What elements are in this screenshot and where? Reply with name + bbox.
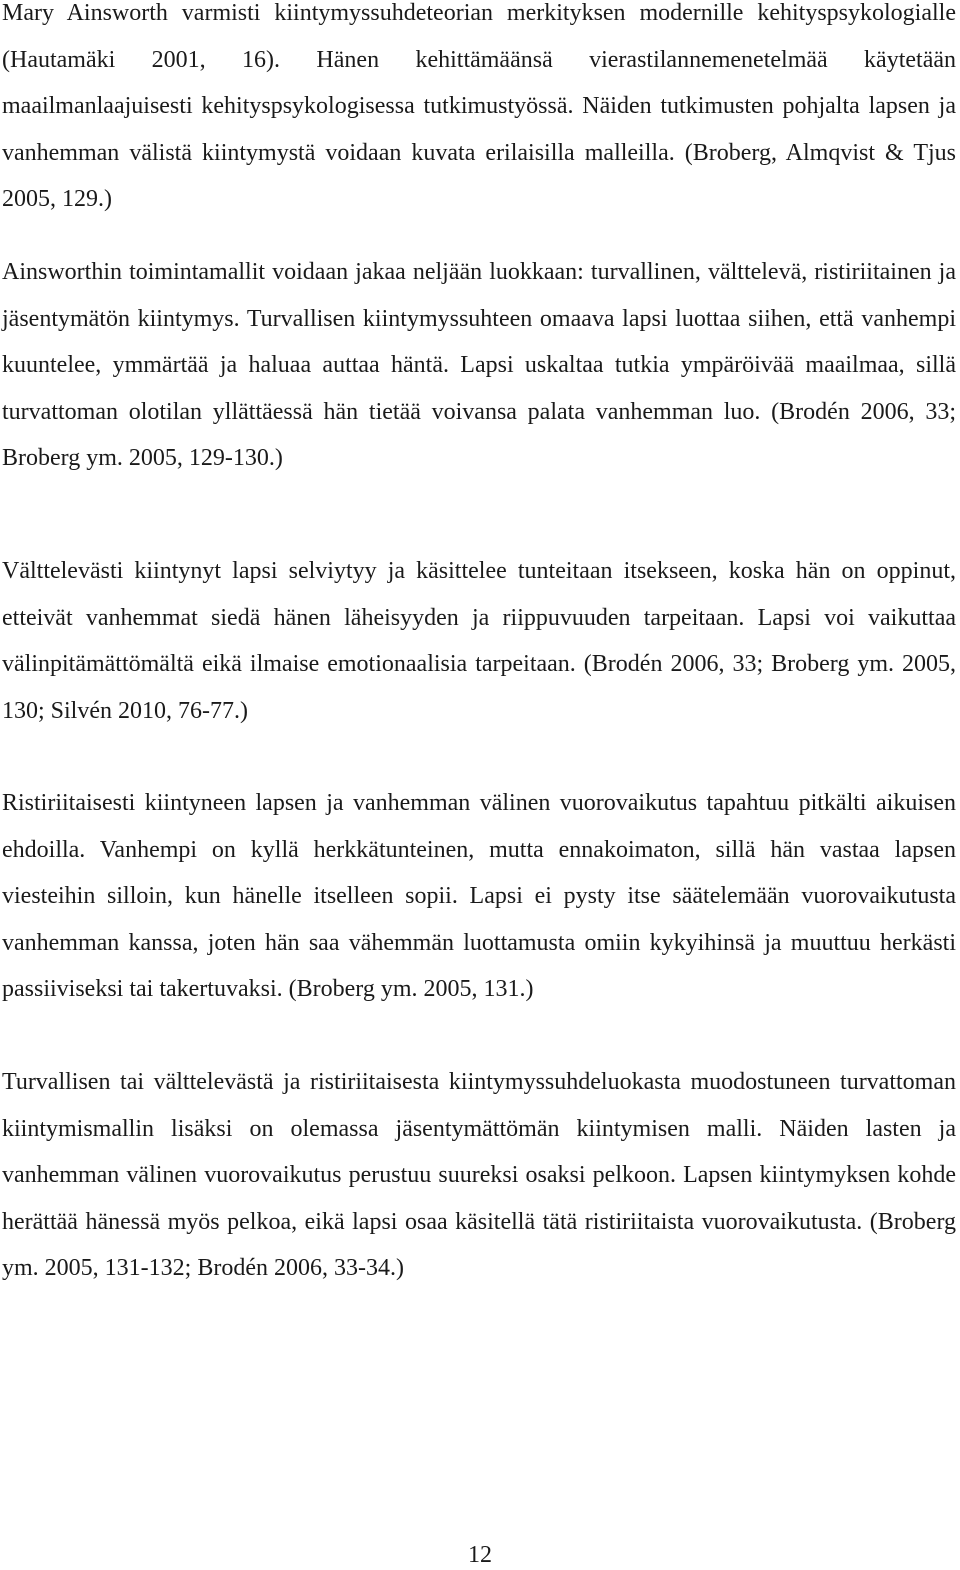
page-number: 12	[468, 1542, 492, 1568]
paragraph-avoidant-attachment: Välttelevästi kiintynyt lapsi selviytyy ja käsittelee tunteitaan itsekseen, koska hän on oppinut, etteivät vanhemmat siedä hänen läheisyyden ja riippuvuuden tarpeitaan. Lapsi voi vaikuttaa välinpitämättömältä eikä ilmaise emotionaalisia tarpeitaan. (Brodén 2006, 33; Broberg ym. 2005, 130; Silvén 2010, 76-77.)	[2, 558, 956, 724]
paragraph-ambivalent-attachment: Ristiriitaisesti kiintyneen lapsen ja vanhemman välinen vuorovaikutus tapahtuu pitkälti aikuisen ehdoilla. Vanhempi on kyllä herkkätunteinen, mutta ennakoimaton, sillä hän vastaa lapsen viesteihin silloin, kun hänelle itselleen sopii. Lapsi ei pysty itse säätelemään vuorovaikutusta vanhemman kanssa, joten hän saa vähemmän luottamusta omiin kykyihinsä ja muuttuu herkästi passiiviseksi tai takertuvaksi. (Broberg ym. 2005, 131.)	[2, 790, 956, 1002]
paragraph-ainsworth-intro: Mary Ainsworth varmisti kiintymyssuhdeteorian merkityksen modernille kehityspsykologialle (Hautamäki 2001, 16). Hänen kehittämäänsä vierastilannemenetelmää käytetään maailmanlaajuisesti kehityspsykologisessa tutkimustyössä. Näiden tutkimusten pohjalta lapsen ja vanhemman välistä kiintymystä voidaan kuvata erilaisilla malleilla. (Broberg, Almqvist & Tjus 2005, 129.)	[2, 0, 956, 212]
paragraph-attachment-categories: Ainsworthin toimintamallit voidaan jakaa neljään luokkaan: turvallinen, välttelevä, ristiriitainen ja jäsentymätön kiintymys. Turvallisen kiintymyssuhteen omaava lapsi luottaa siihen, että vanhempi kuuntelee, ymmärtää ja haluaa auttaa häntä. Lapsi uskaltaa tutkia ympäröivää maailmaa, sillä turvattoman olotilan yllättäessä hän tietää voivansa palata vanhemman luo. (Brodén 2006, 33; Broberg ym. 2005, 129-130.)	[2, 259, 956, 471]
paragraph-disorganized-attachment: Turvallisen tai välttelevästä ja ristiriitaisesta kiintymyssuhdeluokasta muodostuneen turvattoman kiintymismallin lisäksi on olemassa jäsentymättömän kiintymisen malli. Näiden lasten ja vanhemman välinen vuorovaikutus perustuu suureksi osaksi pelkoon. Lapsen kiintymyksen kohde herättää hänessä myös pelkoa, eikä lapsi osaa käsitellä tätä ristiriitaista vuorovaikutusta. (Broberg ym. 2005, 131-132; Brodén 2006, 33-34.)	[2, 1069, 956, 1281]
